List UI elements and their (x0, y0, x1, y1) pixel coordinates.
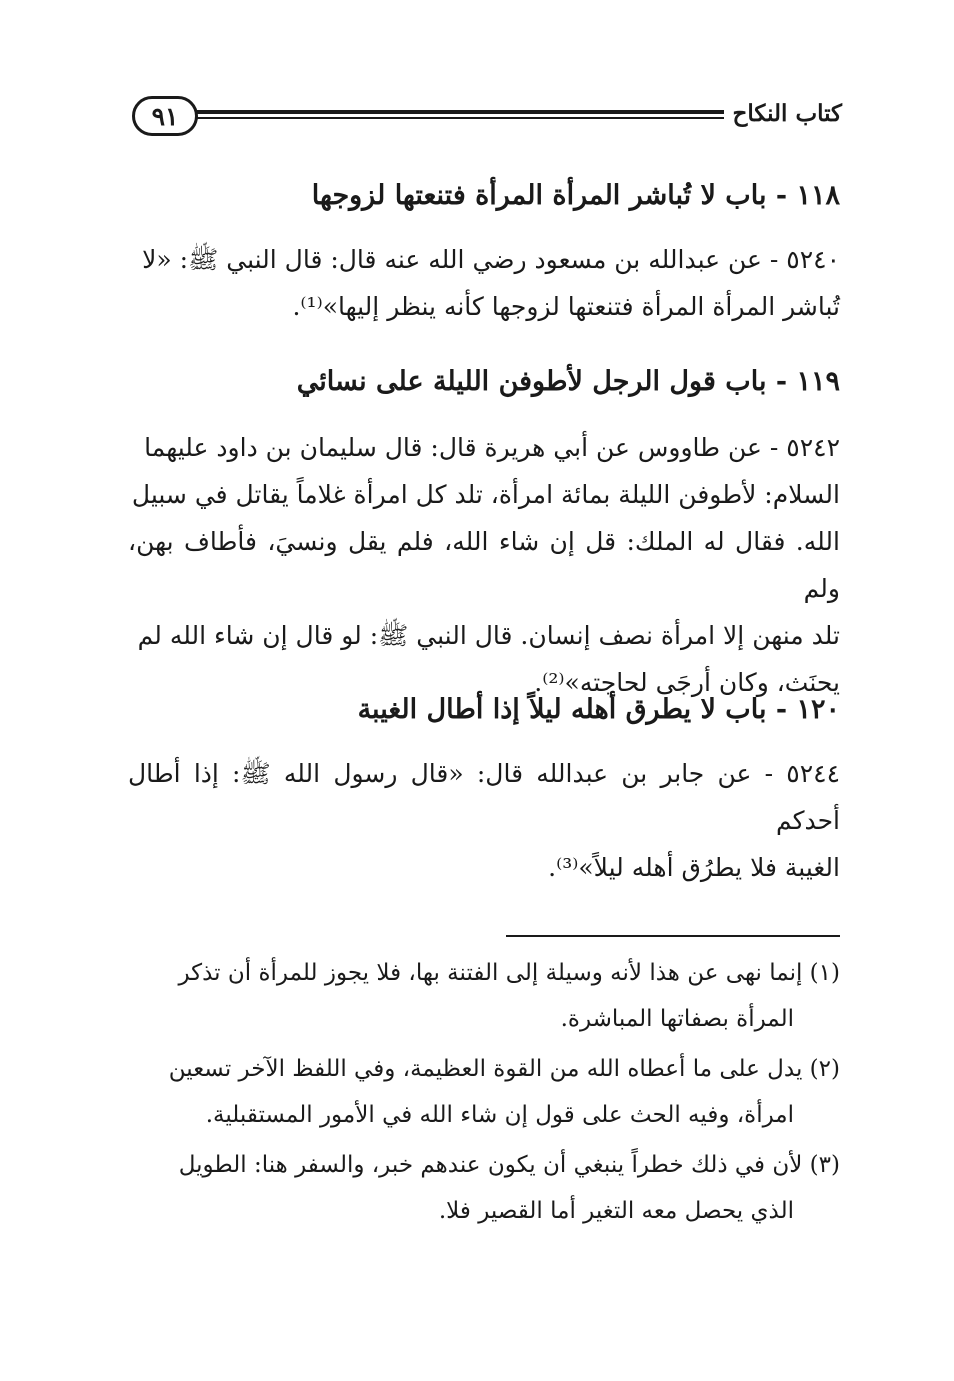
footnote-line: المرأة بصفاتها المباشرة. (560, 1006, 794, 1032)
hadith-line: تلد منهن إلا امرأة نصف إنسان. قال النبي ﷺ: لو قال إن شاء الله لم (137, 621, 840, 650)
hadith-line: ٥٢٤٤ - عن جابر بن عبدالله قال: «قال رسول الله ﷺ: إذا أطال أحدكم (128, 759, 840, 835)
footnote-separator (506, 935, 840, 937)
hadith-5242 (128, 424, 840, 706)
hadith-line: ٥٢٤٢ - عن طاووس عن أبي هريرة قال: قال سليمان بن داود عليهما (144, 433, 840, 462)
footnote-1 (128, 950, 840, 1042)
hadith-line: تُباشر المرأة المرأة فتنعتها لزوجها كأنه ينظر إليها»⁽¹⁾. (292, 292, 840, 321)
footnote-line: (١) إنما نهى عن هذا لأنه وسيلة إلى الفتنة بها، فلا يجوز للمرأة أن تذكر (178, 960, 840, 986)
hadith-line: ٥٢٤٠ - عن عبدالله بن مسعود رضي الله عنه قال: قال النبي ﷺ: «لا (142, 245, 840, 274)
footnote-line: الذي يحصل معه التغير أما القصير فلا. (438, 1198, 794, 1224)
page-header (130, 92, 842, 152)
header-rule-thick (196, 110, 724, 114)
footnote-line: (٣) لأن في ذلك خطراً ينبغي أن يكون عندهم خبر، والسفر هنا: الطويل (178, 1152, 840, 1178)
chapter-heading-120: ١٢٠ - باب لا يطرق أهله ليلاً إذا أطال الغيبة (357, 694, 840, 725)
chapter-heading-118: ١١٨ - باب لا تُباشر المرأة المرأة فتنعتها لزوجها (311, 180, 840, 211)
footnote-3 (128, 1142, 840, 1234)
hadith-5240 (128, 236, 840, 330)
hadith-line: يحنَث، وكان أرجَى لحاجته»⁽²⁾. (534, 668, 840, 697)
footnote-line: (٢) يدل على ما أعطاه الله من القوة العظيمة، وفي اللفظ الآخر تسعين (168, 1056, 840, 1082)
page-number: ٩١ (132, 96, 198, 136)
header-rule-thin (196, 117, 724, 119)
chapter-heading-119: ١١٩ - باب قول الرجل لأطوفن الليلة على نسائي (296, 366, 840, 397)
running-title: كتاب النكاح (732, 100, 842, 127)
hadith-line: الغيبة فلا يطرُق أهله ليلاً»⁽³⁾. (548, 853, 840, 882)
hadith-line: السلام: لأطوفن الليلة بمائة امرأة، تلد كل امرأة غلاماً يقاتل في سبيل (131, 480, 840, 509)
footnote-line: امرأة، وفيه الحث على قول إن شاء الله في الأمور المستقبلية. (205, 1102, 794, 1128)
hadith-5244 (128, 750, 840, 891)
hadith-line: الله. فقال له الملك: قل إن شاء الله، فلم يقل ونسيَ، فأطاف بهن، ولم (128, 527, 840, 603)
footnote-2 (128, 1046, 840, 1138)
